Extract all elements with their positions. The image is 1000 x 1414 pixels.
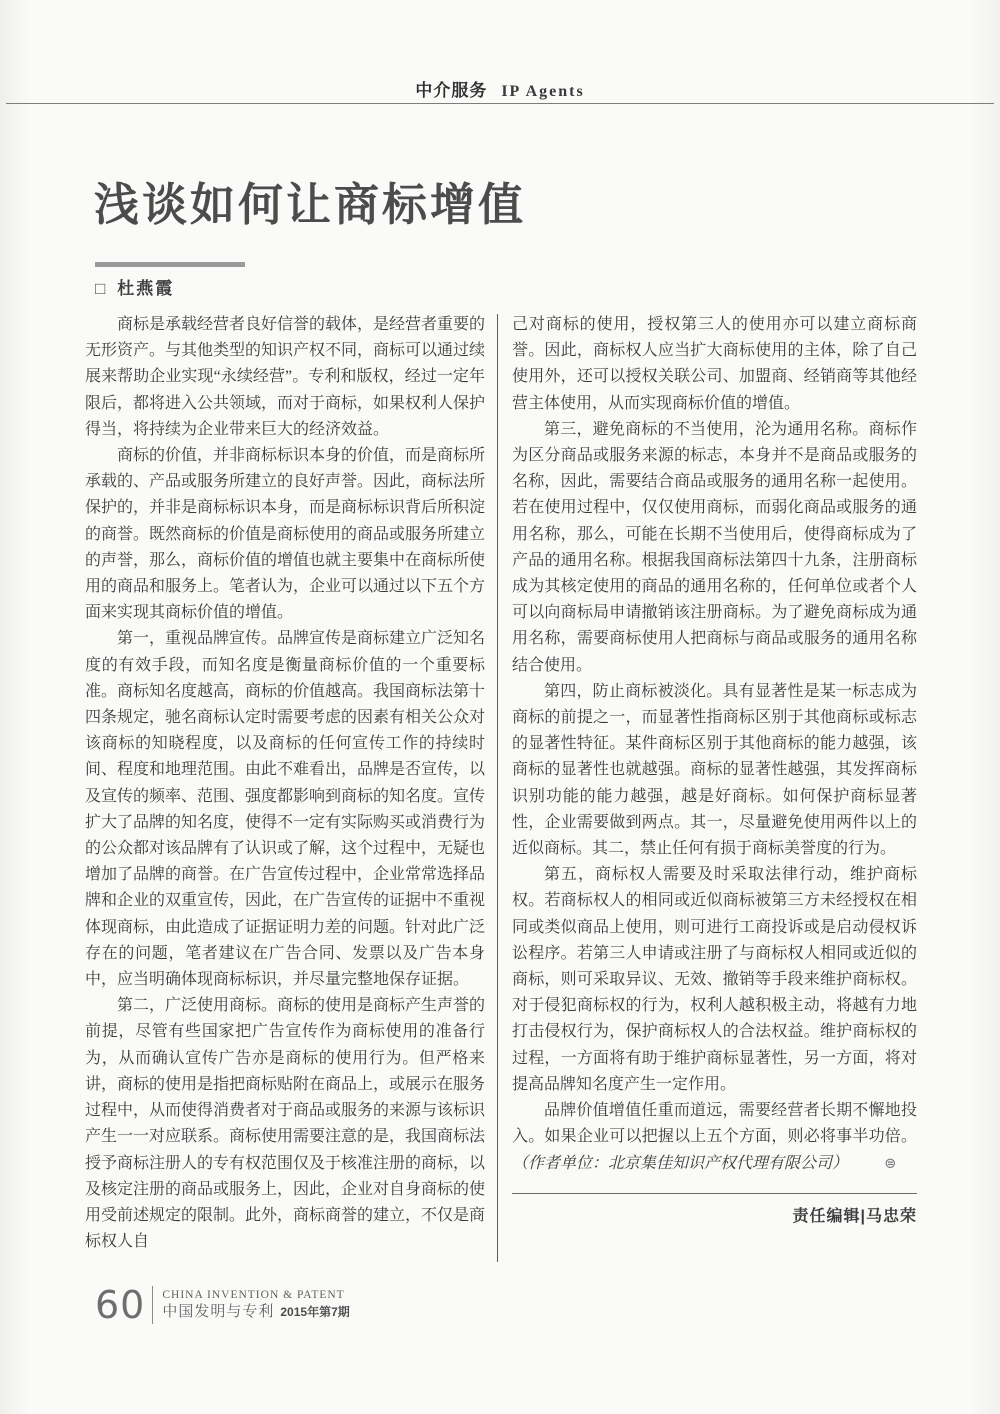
paragraph: 第四，防止商标被淡化。具有显著性是某一标志成为商标的前提之一，而显著性指商标区别于其他商标或标志的显著性特征。某件商标区别于其他商标的能力越强，该商标的显著性也就越强。商标的显著性越强，其发挥商标识别功能的能力越强，越是好商标。如何保护商标显著性，企业需要做到两点。其一，尽量避免使用两件以上的近似商标。其二，禁止任何有损于商标美誉度的行为。: [512, 682, 917, 858]
header-category-en: IP Agents: [501, 83, 585, 100]
page-header: [0, 76, 1000, 101]
journal-info: [162, 1288, 349, 1321]
paragraph-continuation: 己对商标的使用，授权第三人的使用亦可以建立商标商誉。因此，商标权人应当扩大商标使用的主体，除了自己使用外，还可以授权关联公司、加盟商、经销商等其他经营主体使用，从而实现商标价值的增值。: [512, 316, 917, 412]
paragraph: 第五，商标权人需要及时采取法律行动，维护商标权。若商标权人的相同或近似商标被第三方未经授权在相同或类似商品上使用，则可进行工商投诉或是启动侵权诉讼程序。若第三人申请或注册了与商标权人相同或近似的商标，则可采取异议、无效、撤销等手段来维护商标权。对于侵犯商标权的行为，权利人越积极主动，将越有力地打击侵权行为，保护商标权人的合法权益。维护商标权的过程，一方面将有助于维护商标显著性，另一方面，将对提高品牌知名度产生一定作用。: [512, 866, 917, 1093]
author-square-icon: □: [95, 279, 108, 298]
author-name: 杜燕霞: [117, 279, 175, 298]
right-column: [512, 312, 917, 1230]
page-footer: [95, 1283, 350, 1327]
closing-paragraph: [512, 1098, 917, 1177]
left-column: [85, 312, 485, 1255]
editor-block: [512, 1193, 917, 1230]
journal-name-cn: 中国发明与专利 2015年第7期: [162, 1303, 350, 1320]
column-divider: [497, 314, 498, 1262]
author-line: [95, 274, 174, 299]
author-affiliation-note: （作者单位：北京集佳知识产权代理有限公司）: [512, 1154, 849, 1172]
page-number: 60: [95, 1283, 146, 1327]
journal-name-en: CHINA INVENTION & PATENT: [162, 1289, 345, 1302]
editor-credit: 责任编辑|马忠荣: [792, 1207, 917, 1225]
paragraph: 商标的价值，并非商标标识本身的价值，而是商标所承载的、产品或服务所建立的良好声誉。因此，商标法所保护的，并非是商标标识本身，而是商标标识背后所积淀的商誉。既然商标的价值是商标使用的商品或服务所建立的声誉，那么，商标价值的增值也就主要集中在商标所使用的商品和服务上。笔者认为，企业可以通过以下五个方面来实现其商标价值的增值。: [85, 447, 486, 622]
paragraph: 第一，重视品牌宣传。品牌宣传是商标建立广泛知名度的有效手段，而知名度是衡量商标价值的一个重要标准。商标知名度越高，商标的价值越高。我国商标法第十四条规定，驰名商标认定时需要考虑的因素有相关公众对该商标的知晓程度，以及商标的任何宣传工作的持续时间、程度和地理范围。由此不难看出，品牌是否宣传，以及宣传的频率、范围、强度都影响到商标的知名度。宣传扩大了品牌的知名度，使得不一定有实际购买或消费行为的公众都对该品牌有了认识或了解，这个过程中，无疑也增加了品牌的商誉。在广告宣传过程中，企业常常选择品牌和企业的双重宣传，因此，在广告宣传的证据中不重视体现商标，由此造成了证据证明力差的问题。针对此广泛存在的问题，笔者建议在广告合同、发票以及广告本身中，应当明确体现商标标识，并尽量完整地保存证据。: [85, 630, 486, 989]
paragraph: 第二，广泛使用商标。商标的使用是商标产生声誉的前提，尽管有些国家把广告宣传作为商标使用的准备行为，从而确认宣传广告亦是商标的使用行为。但严格来讲，商标的使用是指把商标贴附在商品上，或展示在服务过程中，从而使得消费者对于商品或服务的来源与该标识产生一一对应联系。商标使用需要注意的是，我国商标法授予商标注册人的专有权范围仅及于核准注册的商标，以及核定注册的商品或服务上，因此，企业对自身商标的使用受前述规定的限制。此外，商标商誉的建立，不仅是商标权人自: [85, 997, 486, 1251]
editor-rule: [512, 1193, 917, 1194]
paragraph: 商标是承载经营者良好信誉的载体，是经营者重要的无形资产。与其他类型的知识产权不同，商标可以通过续展来帮助企业实现“永续经营”。专利和版权，经过一定年限后，都将进入公共领域，而对于商标，如果权利人保护得当，将持续为企业带来巨大的经济效益。: [85, 316, 486, 438]
header-rule: [6, 103, 994, 104]
article-end-icon: ⊜: [884, 1155, 897, 1172]
footer-separator: [152, 1286, 153, 1324]
closing-text: 品牌价值增值任重而道远，需要经营者长期不懈地投入。如果企业可以把握以上五个方面，则必将事半功倍。: [512, 1102, 917, 1146]
author-accent-bar: [95, 262, 245, 267]
header-category-cn: 中介服务: [415, 81, 488, 100]
paragraph: 第三，避免商标的不当使用，沦为通用名称。商标作为区分商品或服务来源的标志，本身并不是商品或服务的名称，因此，需要结合商品或服务的通用名称一起使用。若在使用过程中，仅仅使用商标，而弱化商品或服务的通用名称，那么，可能在长期不当使用后，使得商标成为了产品的通用名称。根据我国商标法第四十九条，注册商标成为其核定使用的商品的通用名称的，任何单位或者个人可以向商标局申请撤销该注册商标。为了避免商标成为通用名称，需要商标使用人把商标与商品或服务的通用名称结合使用。: [512, 420, 917, 674]
journal-issue: 2015年第7期: [280, 1304, 350, 1319]
article-title: 浅谈如何让商标增值: [94, 180, 527, 230]
